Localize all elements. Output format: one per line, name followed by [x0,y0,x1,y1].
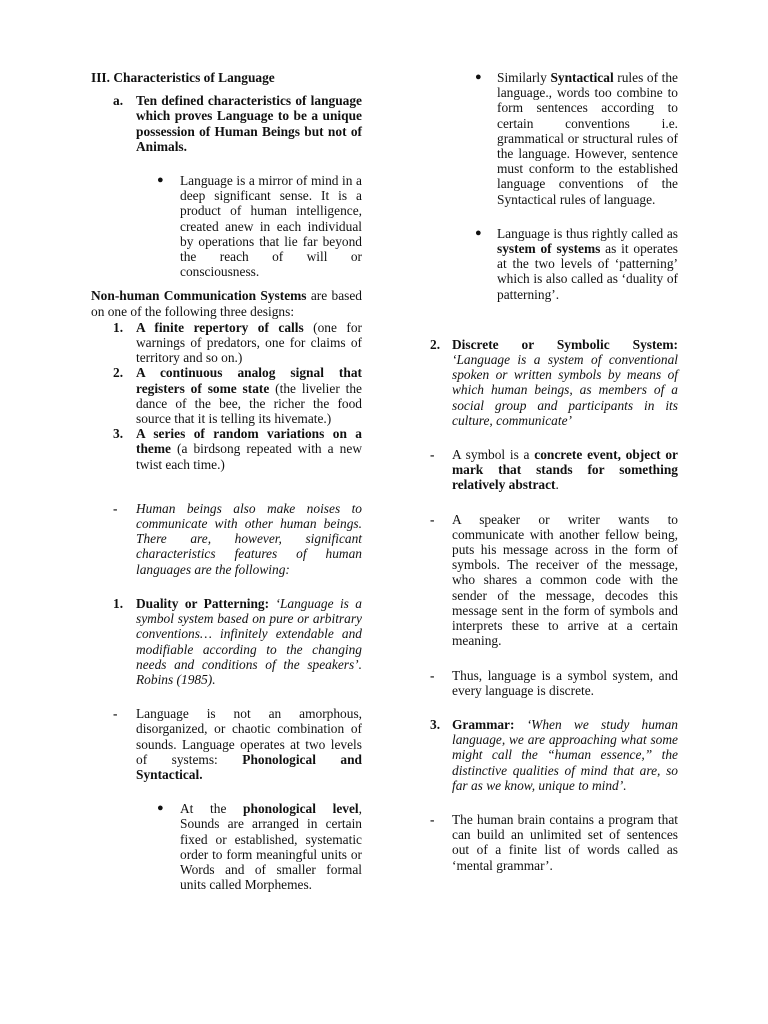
subsection-a [91,93,362,154]
dash-discrete [430,668,678,698]
nonhuman-title: Non-human Communication Systems [91,288,307,304]
dash-amorphous [91,706,362,782]
dash-marker: - [430,511,435,527]
bullet-icon: ● [157,174,164,187]
bullet-phonological [91,801,362,892]
nonhuman-text: are based on one of the following three designs: [91,288,362,319]
bullet-text: Similarly [497,70,551,85]
bullet-text-rest: as it operates at the two levels of ‘patterning’ which is also called as ‘duality of patterning’. [497,241,678,302]
dash-bold: concrete event, object or mark that stands for something relatively abstract [452,447,678,493]
design-text: (one for warnings of predators, one for claims of territory and so on.) [136,319,362,366]
grammar-text: ‘When we study human language, we are approaching what some might call the “human essence,” the distinctive qualities of mind that are, so far as we know, unique to mind’. [452,716,678,793]
design-number: 2. [113,365,124,381]
bullet-bold: phonological level [243,801,359,817]
dash-text: A speaker or writer wants to communicate with another fellow being, puts his message across in the form of symbols. The receiver of the message, who shares a common code with the sender of the message, decodes this message sent in the form of symbols and interprets these to arrive at a certain meaning. [452,511,678,649]
subsection-marker: a. [113,93,124,109]
right-column [430,70,678,873]
dash-marker: - [113,706,118,722]
design-number: 1. [113,319,124,335]
discrete-title: Discrete or Symbolic System: [452,336,678,352]
bullet-text-rest: rules of the language., words too combine to form sentences according to certain conventions i.e. grammatical or structural rules of the language. However, sentence must conform to the established language conventions of the Syntactical rules of language. [497,70,678,207]
design-title: A series of random variations on a theme [136,426,362,457]
section-heading: III. Characteristics of Language [91,70,275,85]
grammar-item [430,717,678,793]
bullet-icon: ● [475,226,482,239]
subsection-title: Ten defined characteristics of language which proves Language to be a unique possession of Human Beings but not of Animals. [136,93,362,154]
discrete-number: 2. [430,336,441,352]
design-item-3 [91,426,362,472]
dash-marker: - [430,667,435,683]
dash-text-end: . [555,477,559,493]
dash-text: Human beings also make noises to communicate with other human beings. There are, however, significant characteristics features of human languages are the following: [136,500,362,577]
dash-bold: Phonological and Syntactical. [136,751,362,782]
design-item-2 [91,365,362,426]
dash-symbol [430,447,678,493]
bullet-bold: Syntactical [550,70,614,85]
discrete-text: ‘Language is a system of conventional spoken or written symbols by means of which human beings, as members of a social group and participants in its culture, communicate’ [452,352,678,428]
bullet-text: At the [180,801,244,817]
dash-text: Thus, language is a symbol system, and every language is discrete. [452,667,678,698]
bullet-mirror-of-mind [91,173,362,279]
bullet-icon: ● [475,71,482,83]
grammar-title: Grammar: [452,716,515,732]
discrete-item [430,337,678,428]
bullet-text-rest: , Sounds are arranged in certain fixed or established, systematic order to form meaningful units or Words and of smaller formal units called Morphemes. [180,801,362,893]
bullet-bold: system of systems [497,241,601,257]
grammar-number: 3. [430,716,441,732]
dash-text: The human brain contains a program that can build an unlimited set of sentences out of a finite list of words called as ‘mental grammar’. [452,811,678,873]
bullet-text: Language is a mirror of mind in a deep significant sense. It is a product of human intelligence, created anew in each individual by operations that lie far beyond the reach of will or consciousness. [180,173,362,280]
duality-text: ‘Language is a symbol system based on pure or arbitrary conventions… infinitely extendable and modifiable according to the changing needs and conditions of the speakers’. Robins (1985). [136,595,362,687]
left-column [91,70,362,892]
duality-title: Duality or Patterning: [136,595,270,611]
design-number: 3. [113,426,124,442]
bullet-system-of-systems [430,226,678,302]
bullet-syntactical [430,70,678,207]
dash-speaker [430,512,678,649]
design-title: A finite repertory of calls [136,319,304,335]
duality-item [91,596,362,687]
dash-marker: - [430,447,435,463]
nonhuman-intro [91,288,362,318]
dash-marker: - [430,811,435,827]
dash-text: Language is not an amorphous, disorganized, or chaotic combination of sounds. Language operates at two levels of systems: [136,706,362,767]
design-title: A continuous analog signal that registers of some state [136,365,362,396]
dash-brain [430,812,678,873]
design-item-1 [91,320,362,366]
dash-human-beings [91,501,362,577]
dash-marker: - [113,500,118,516]
duality-number: 1. [113,595,124,611]
bullet-text: Language is thus rightly called as [497,225,678,241]
bullet-icon: ● [157,802,164,815]
design-text: (the livelier the dance of the bee, the richer the food source that it is telling its hivemate.) [136,380,362,427]
dash-text: A symbol is a [452,447,535,463]
design-text: (a birdsong repeated with a new twist each time.) [136,441,362,472]
